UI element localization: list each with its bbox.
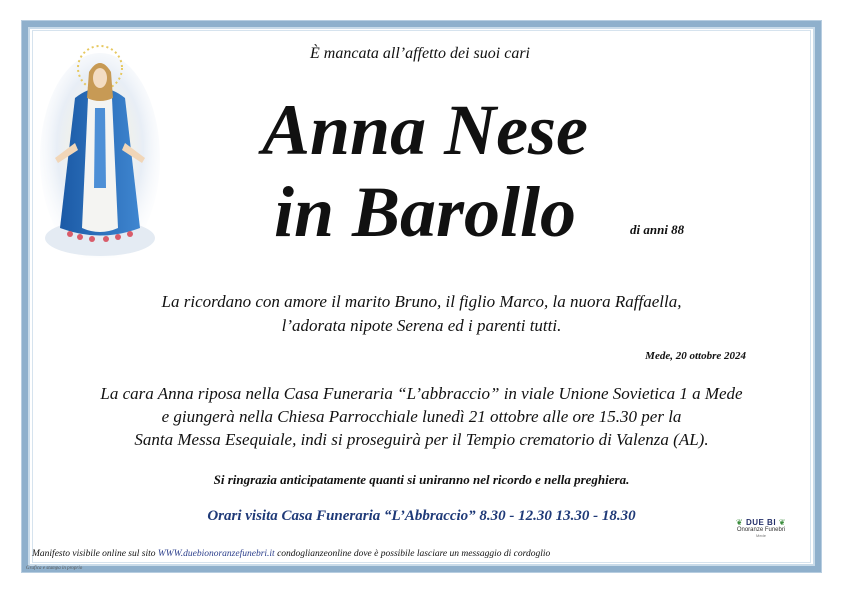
footer-text-after: condoglianzeonline dove è possibile lasciare un messaggio di cordoglio [274,549,551,559]
age-text: di anni 88 [630,222,685,237]
footer-text-before: Manifesto visibile online sul sito [32,549,158,559]
details-line1: La cara Anna riposa nella Casa Funeraria “L’abbraccio” in viale Unione Sovietica 1 a Mede [100,384,743,403]
logo-brand: ❦ DUE BI ❦ [736,518,786,527]
logo-subtitle: Onoranze Funebri [736,527,786,533]
logo-location: Mede [755,533,766,538]
website-link[interactable]: WWW.duebionoranzefunebri.it [157,549,275,559]
leaf-icon: ❦ [736,518,744,527]
details-line3: Santa Messa Esequiale, indi si proseguirà per il Tempio crematorio di Valenza (AL). [134,430,709,449]
mourners-line2: l’adorata nipote Serena ed i parenti tutti. [281,316,562,335]
funeral-home-logo [728,518,794,538]
print-credit: Grafica e stampa in proprio [26,566,83,571]
details-line2: e giungerà nella Chiesa Parrocchiale lunedì 21 ottobre alle ore 15.30 per la [161,407,682,426]
madonna-image [40,38,160,258]
dateline: Mede, 20 ottobre 2024 [645,350,746,362]
leaf-icon: ❦ [778,518,786,527]
intro-text: È mancata all’affetto dei suoi cari [310,45,530,62]
mourners-text [100,290,743,338]
thanks-text: Si ringrazia anticipatamente quanti si uniranno nel ricordo e nella preghiera. [213,472,630,487]
visiting-hours: Orari visita Casa Funeraria “L’Abbraccio” 8.30 - 12.30 13.30 - 18.30 [207,508,636,524]
deceased-name-line1: Anna Nese [261,90,589,170]
deceased-name-line2: in Barollo [273,172,577,252]
footer-note [32,549,712,559]
funeral-details [70,382,773,451]
mourners-line1: La ricordano con amore il marito Bruno, il figlio Marco, la nuora Raffaella, [161,292,682,311]
